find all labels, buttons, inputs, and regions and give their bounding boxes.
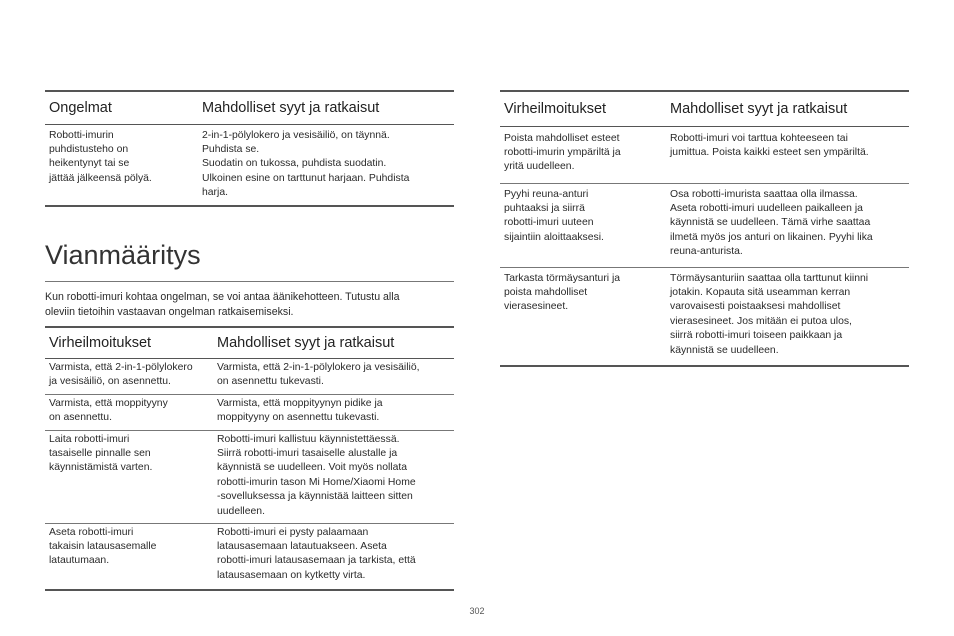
table-header-row	[45, 327, 454, 358]
table-row	[500, 183, 909, 267]
table-cell: Törmäysanturiin saattaa olla tarttunut kiinni jotakin. Kopauta sitä useamman kerran varovaisesti poistaaksesi mahdolliset vierasesineet. Jos mitään ei putoa ulos, siirrä robotti-imuri toiseen paikkaan ja käynnistä se uudelleen.	[666, 267, 909, 366]
column-header: Mahdolliset syyt ja ratkaisut	[198, 91, 454, 124]
column-header: Mahdolliset syyt ja ratkaisut	[213, 327, 454, 358]
table-cell: Robotti-imuri kallistuu käynnistettäessä. Siirrä robotti-imuri tasaiselle alustalle ja käynnistä se uudelleen. Voit myös nollata robotti-imurin tason Mi Home/Xiaomi Home -sovelluksessa ja käynnistää laitteen sitten uudelleen.	[213, 430, 454, 523]
table-cell: 2-in-1-pölylokero ja vesisäiliö, on täynnä. Puhdista se. Suodatin on tukossa, puhdista suodatin. Ulkoinen esine on tarttunut harjaan. Puhdista harja.	[198, 124, 454, 206]
column-header: Virheilmoitukset	[500, 91, 666, 126]
table-cell: Varmista, että moppityynyn pidike ja moppityyny on asennettu tukevasti.	[213, 394, 454, 430]
table-header-row	[500, 91, 909, 126]
table-cell: Varmista, että 2-in-1-pölylokero ja vesisäiliö, on asennettu tukevasti.	[213, 358, 454, 394]
table-cell: Varmista, että 2-in-1-pölylokero ja vesisäiliö, on asennettu.	[45, 358, 213, 394]
error-messages-table-right	[500, 90, 909, 367]
table-cell: Laita robotti-imuri tasaiselle pinnalle sen käynnistämistä varten.	[45, 430, 213, 523]
table-cell: Tarkasta törmäysanturi ja poista mahdolliset vierasesineet.	[500, 267, 666, 366]
table-row	[45, 523, 454, 590]
table-cell: Varmista, että moppityyny on asennettu.	[45, 394, 213, 430]
problems-table	[45, 90, 454, 207]
table-cell: Poista mahdolliset esteet robotti-imurin ympäriltä ja yritä uudelleen.	[500, 126, 666, 183]
table-cell: Aseta robotti-imuri takaisin latausasemalle latautumaan.	[45, 523, 213, 590]
column-header: Mahdolliset syyt ja ratkaisut	[666, 91, 909, 126]
table-header-row	[45, 91, 454, 124]
table-row	[500, 267, 909, 366]
table-row	[45, 358, 454, 394]
intro-text: Kun robotti-imuri kohtaa ongelman, se voi antaa äänikehotteen. Tutustu alla oleviin tietoihin vastaavan ongelman ratkaisemiseksi.	[45, 281, 454, 320]
table-row	[45, 394, 454, 430]
section-title: Vianmääritys	[45, 240, 201, 270]
table-cell: Robotti-imurin puhdistusteho on heikentynyt tai se jättää jälkeensä pölyä.	[45, 124, 198, 206]
table-cell: Robotti-imuri voi tarttua kohteeseen tai jumittua. Poista kaikki esteet sen ympäriltä.	[666, 126, 909, 183]
error-messages-table-left	[45, 326, 454, 591]
table-row	[500, 126, 909, 183]
table-cell: Osa robotti-imurista saattaa olla ilmassa. Aseta robotti-imuri uudelleen paikalleen ja käynnistä se uudelleen. Tämä virhe saattaa ilmetä myös jos anturi on likainen. Pyyhi lika reuna-anturista.	[666, 183, 909, 267]
table-cell: Robotti-imuri ei pysty palaamaan latausasemaan latautuakseen. Aseta robotti-imuri latausasemaan ja tarkista, että latausasemaan on kytketty virta.	[213, 523, 454, 590]
table-cell: Pyyhi reuna-anturi puhtaaksi ja siirrä robotti-imuri uuteen sijaintiin aloittaaksesi.	[500, 183, 666, 267]
column-header: Ongelmat	[45, 91, 198, 124]
table-row	[45, 124, 454, 206]
page-number: 302	[469, 606, 485, 616]
table-row	[45, 430, 454, 523]
column-header: Virheilmoitukset	[45, 327, 213, 358]
